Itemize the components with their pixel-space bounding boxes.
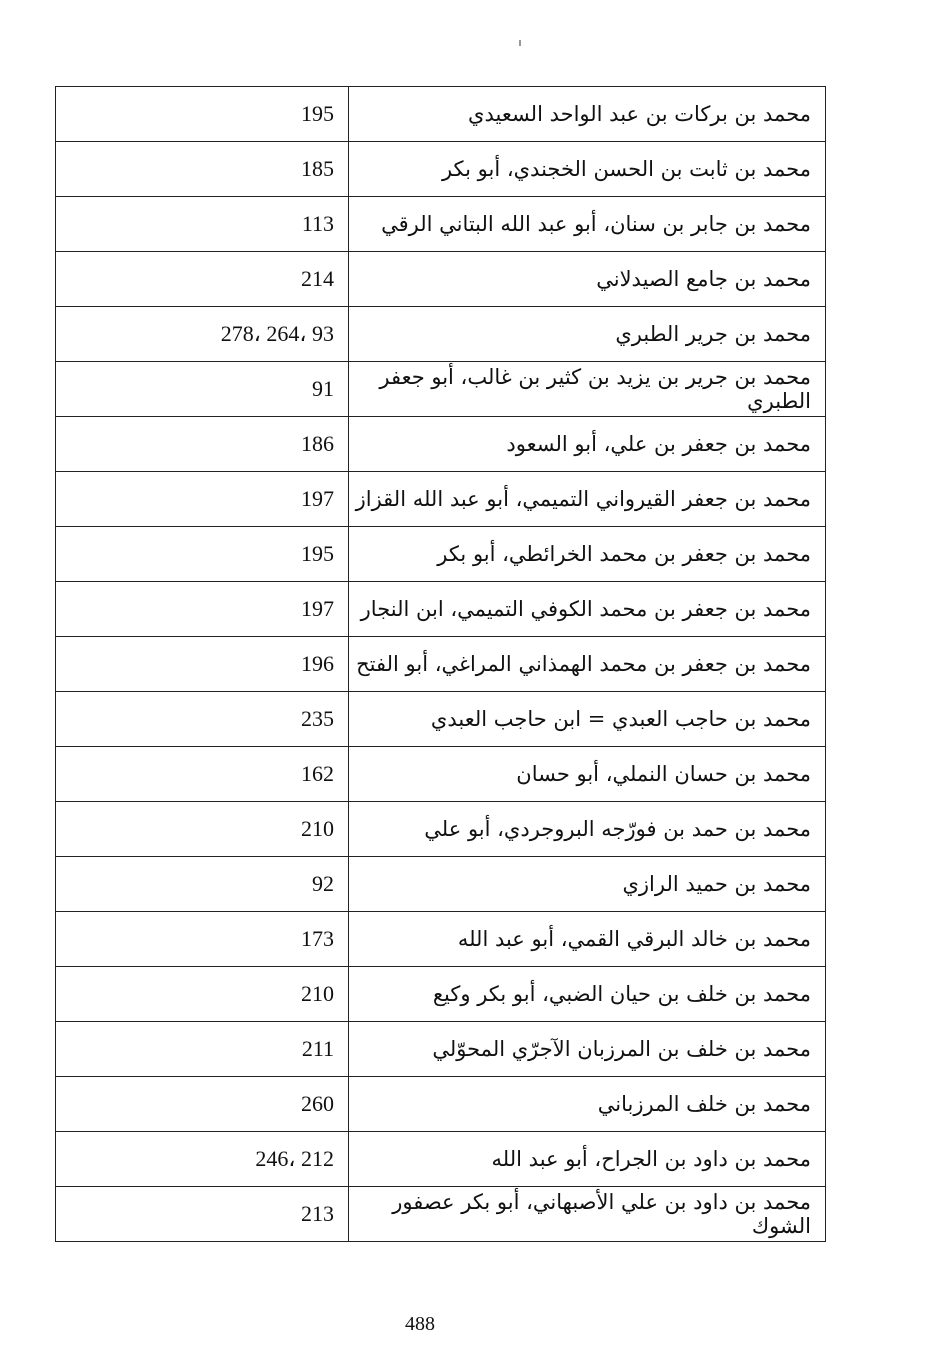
person-name: محمد بن داود بن الجراح، أبو عبد الله [349,1132,826,1187]
page-references: 260 [56,1077,349,1132]
index-row [56,1077,826,1132]
index-row [56,857,826,912]
person-name: محمد بن خلف بن حيان الضبي، أبو بكر وكيع [349,967,826,1022]
page-references: 197 [56,582,349,637]
page-references: 186 [56,417,349,472]
person-name: محمد بن بركات بن عبد الواحد السعيدي [349,87,826,142]
index-row [56,1132,826,1187]
person-name: محمد بن خلف المرزباني [349,1077,826,1132]
page-references: 91 [56,362,349,417]
person-name: محمد بن داود بن علي الأصبهاني، أبو بكر عصفور الشوك [349,1187,826,1242]
page-references: 213 [56,1187,349,1242]
person-name: محمد بن جامع الصيدلاني [349,252,826,307]
person-name: محمد بن جرير بن يزيد بن كثير بن غالب، أبو جعفر الطبري [349,362,826,417]
index-rows [56,87,826,1242]
person-name: محمد بن جعفر بن محمد الهمذاني المراغي، أبو الفتح [349,637,826,692]
index-row [56,362,826,417]
index-row [56,252,826,307]
page-references: 211 [56,1022,349,1077]
person-name: محمد بن جعفر القيرواني التميمي، أبو عبد الله القزاز [349,472,826,527]
person-name: محمد بن خلف بن المرزبان الآجرّي المحوّلي [349,1022,826,1077]
person-name: محمد بن حسان النملي، أبو حسان [349,747,826,802]
page-references: 195 [56,527,349,582]
index-row [56,307,826,362]
index-row [56,527,826,582]
person-name: محمد بن حمد بن فورّجه البروجردي، أبو علي [349,802,826,857]
index-row [56,582,826,637]
index-row [56,692,826,747]
page-references: 173 [56,912,349,967]
index-row [56,967,826,1022]
page-references: 185 [56,142,349,197]
person-name: محمد بن جعفر بن محمد الخرائطي، أبو بكر [349,527,826,582]
person-name: محمد بن ثابت بن الحسن الخجندي، أبو بكر [349,142,826,197]
index-row [56,747,826,802]
index-row [56,472,826,527]
page-references: 92 [56,857,349,912]
page-references: 195 [56,87,349,142]
index-row [56,802,826,857]
page-references: 210 [56,967,349,1022]
index-row [56,142,826,197]
index-row [56,87,826,142]
person-name: محمد بن جابر بن سنان، أبو عبد الله البتاني الرقي [349,197,826,252]
scan-speck [519,40,521,46]
page-references: 214 [56,252,349,307]
index-row [56,912,826,967]
page-references: 196 [56,637,349,692]
page-references: 113 [56,197,349,252]
person-name: محمد بن جعفر بن محمد الكوفي التميمي، ابن النجار [349,582,826,637]
page-references: 210 [56,802,349,857]
person-name: محمد بن جرير الطبري [349,307,826,362]
page-references: 246، 212 [56,1132,349,1187]
person-name: محمد بن حميد الرازي [349,857,826,912]
index-row [56,637,826,692]
person-name: محمد بن جعفر بن علي، أبو السعود [349,417,826,472]
page-references: 235 [56,692,349,747]
index-row [56,1022,826,1077]
page-references: 197 [56,472,349,527]
page-number: 488 [405,1313,435,1335]
index-row [56,197,826,252]
page-references: 162 [56,747,349,802]
person-name: محمد بن خالد البرقي القمي، أبو عبد الله [349,912,826,967]
page-references: 278، 264، 93 [56,307,349,362]
index-row [56,1187,826,1242]
name-index-table [55,86,826,1242]
person-name: محمد بن حاجب العبدي = ابن حاجب العبدي [349,692,826,747]
index-row [56,417,826,472]
